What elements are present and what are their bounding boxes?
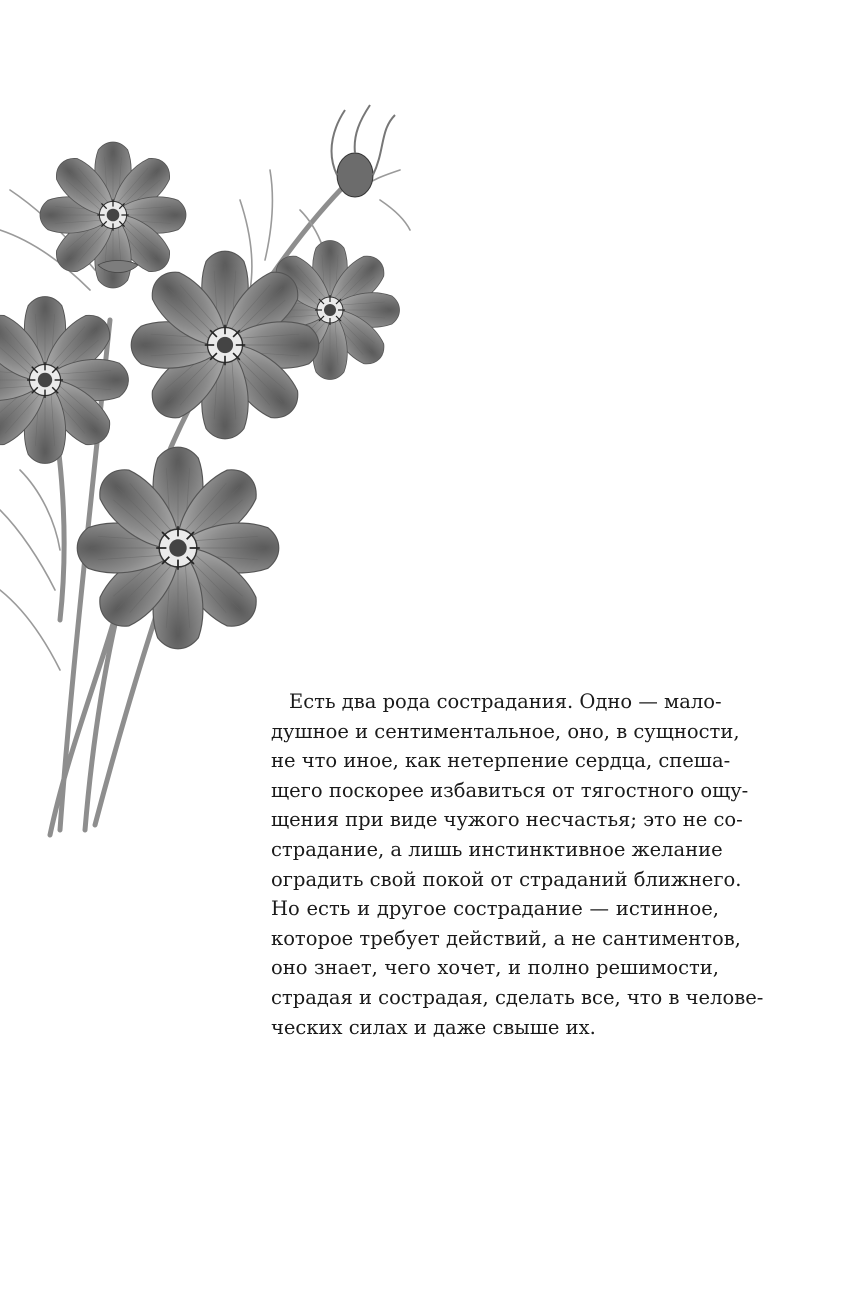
paragraph-line: Есть два рода сострадания. Одно — мало- bbox=[289, 690, 722, 713]
paragraph-line: щего поскорее избавиться от тягостного ощу- bbox=[271, 778, 749, 802]
paragraph-line: страдая и сострадая, сделать все, что в челове- bbox=[271, 985, 764, 1009]
quote-paragraph bbox=[271, 687, 764, 1042]
paragraph-line: щения при виде чужого несчастья; это не со- bbox=[271, 808, 743, 832]
paragraph-line: Но есть и другое сострадание — истинное, bbox=[271, 897, 719, 921]
paragraph-line: душное и сентиментальное, оно, в сущности, bbox=[271, 719, 740, 743]
paragraph-line: страдание, а лишь инстинктивное желание bbox=[271, 837, 723, 861]
paragraph-line: ческих силах и даже свыше их. bbox=[271, 1015, 596, 1039]
paragraph-line: оно знает, чего хочет, и полно решимости, bbox=[271, 956, 719, 980]
paragraph-line: которое требует действий, а не сантиментов, bbox=[271, 926, 741, 950]
paragraph-line: не что иное, как нетерпение сердца, спеша- bbox=[271, 749, 731, 773]
paragraph-line: оградить свой покой от страданий ближнего. bbox=[271, 867, 742, 891]
